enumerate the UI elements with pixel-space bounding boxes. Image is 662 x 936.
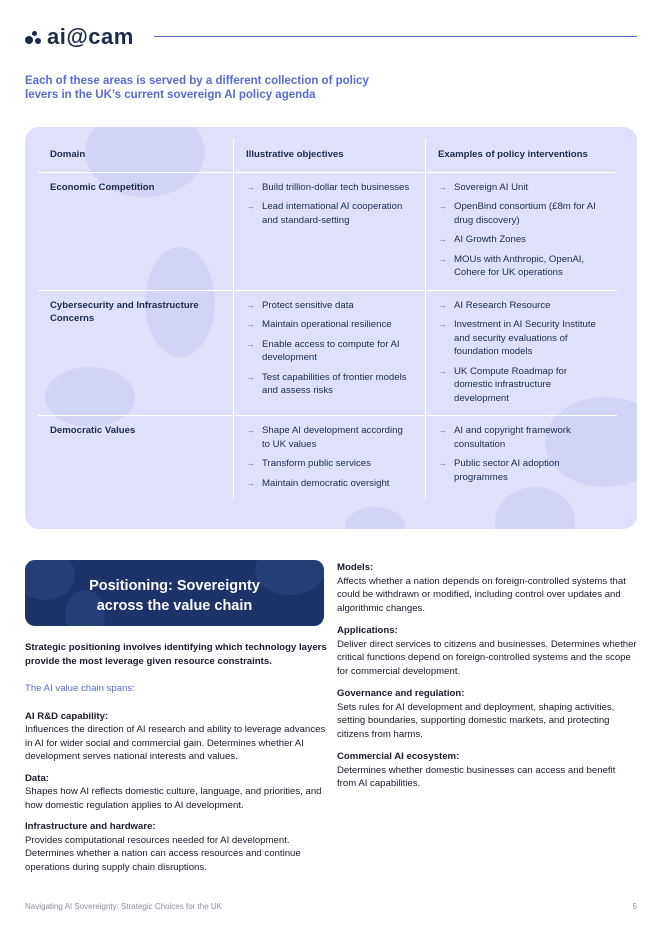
- list-item: → Sovereign AI Unit: [438, 181, 605, 195]
- value-chain-item-heading: Commercial AI ecosystem:: [337, 751, 460, 762]
- positioning-title: Positioning: Sovereignty across the value chain: [89, 578, 260, 614]
- positioning-right-column: [337, 561, 637, 800]
- positioning-banner: [25, 560, 324, 626]
- value-chain-item-text: Sets rules for AI development and deployment, shaping activities, setting boundaries, supporting domestic markets, and protecting citizens from harms.: [337, 701, 615, 740]
- list-item: → UK Compute Roadmap for domestic infrastructure development: [438, 365, 605, 406]
- positioning-left-column: [25, 641, 327, 882]
- domain-cell: Cybersecurity and Infrastructure Concerns: [50, 299, 199, 324]
- value-chain-label: The AI value chain spans:: [25, 683, 135, 694]
- logo: [25, 24, 134, 50]
- objectives-cell: [233, 173, 425, 290]
- column-header: Domain: [50, 149, 86, 160]
- list-item: → Test capabilities of frontier models and assess risks: [246, 371, 413, 398]
- list-item: → Build trillion-dollar tech businesses: [246, 181, 413, 195]
- value-chain-item: [337, 624, 637, 678]
- list-item: → Protect sensitive data: [246, 299, 413, 313]
- table-row: [38, 416, 617, 500]
- list-item: → AI and copyright framework consultation: [438, 424, 605, 451]
- value-chain-item: [337, 687, 637, 741]
- policy-table: [38, 139, 617, 500]
- value-chain-item: [25, 772, 327, 813]
- table-header-row: [38, 139, 617, 173]
- column-header: Examples of policy interventions: [425, 139, 617, 172]
- interventions-cell: [425, 173, 617, 290]
- interventions-cell: [425, 416, 617, 500]
- list-item: → Public sector AI adoption programmes: [438, 457, 605, 484]
- header-divider: [154, 36, 637, 37]
- list-item: → Maintain operational resilience: [246, 318, 413, 332]
- list-item: → Maintain democratic oversight: [246, 477, 413, 491]
- domain-cell: Democratic Values: [50, 425, 136, 436]
- value-chain-item-text: Determines whether domestic businesses can access and benefit from AI capabilities.: [337, 764, 616, 789]
- list-item: → Transform public services: [246, 457, 413, 471]
- list-item: → OpenBind consortium (£8m for AI drug discovery): [438, 200, 605, 227]
- domain-cell: Economic Competition: [50, 181, 155, 193]
- list-item: → Lead international AI cooperation and standard-setting: [246, 200, 413, 227]
- table-row: [38, 291, 617, 417]
- list-item: → Enable access to compute for AI development: [246, 338, 413, 365]
- value-chain-item: [337, 561, 637, 615]
- table-row: [38, 173, 617, 291]
- value-chain-item: [25, 820, 327, 874]
- list-item: → Shape AI development according to UK values: [246, 424, 413, 451]
- value-chain-item-heading: Infrastructure and hardware:: [25, 821, 156, 832]
- list-item: → AI Research Resource: [438, 299, 605, 313]
- value-chain-item: [25, 710, 327, 764]
- logo-dots-icon: [25, 29, 41, 45]
- list-item: → MOUs with Anthropic, OpenAI, Cohere for UK operations: [438, 253, 605, 280]
- interventions-cell: [425, 291, 617, 416]
- value-chain-item-text: Shapes how AI reflects domestic culture, language, and priorities, and how domestic regulation applies to AI development.: [25, 786, 322, 811]
- positioning-lead: Strategic positioning involves identifying which technology layers provide the most leverage given resource constraints.: [25, 642, 327, 667]
- value-chain-item-heading: Governance and regulation:: [337, 688, 465, 699]
- value-chain-item-heading: Applications:: [337, 625, 398, 636]
- list-item: → AI Growth Zones: [438, 233, 605, 247]
- objectives-cell: [233, 291, 425, 416]
- footer-title: Navigating AI Sovereignty: Strategic Choices for the UK: [25, 902, 222, 911]
- list-item: → Investment in AI Security Institute and security evaluations of foundation models: [438, 318, 605, 359]
- objectives-cell: [233, 416, 425, 500]
- value-chain-item-text: Influences the direction of AI research and ability to leverage advances in AI for wider social and commercial gain. Determines whether AI development serves national interests and values.: [25, 724, 326, 762]
- value-chain-item-text: Provides computational resources needed for AI development. Determines whether a nation can access resources and continue operations during supply chain disruptions.: [25, 834, 301, 873]
- value-chain-item-heading: Data:: [25, 772, 49, 784]
- intro-heading: Each of these areas is served by a different collection of policy levers in the UK’s current sovereign AI policy agenda: [25, 75, 369, 101]
- page-number: 5: [632, 902, 637, 911]
- value-chain-item-heading: Models:: [337, 562, 374, 573]
- value-chain-item-text: Affects whether a nation depends on foreign-controlled systems that could be withdrawn or modified, including control over updates and algorithmic changes.: [337, 575, 626, 614]
- column-header: Illustrative objectives: [233, 139, 425, 172]
- value-chain-item-text: Deliver direct services to citizens and businesses. Determines whether critical functions depend on foreign-controlled systems and the scope for commercial development.: [337, 638, 637, 677]
- value-chain-item-heading: AI R&D capability:: [25, 710, 109, 722]
- logo-text: ai@cam: [47, 24, 134, 49]
- value-chain-item: [337, 750, 637, 791]
- policy-table-panel: [25, 127, 637, 529]
